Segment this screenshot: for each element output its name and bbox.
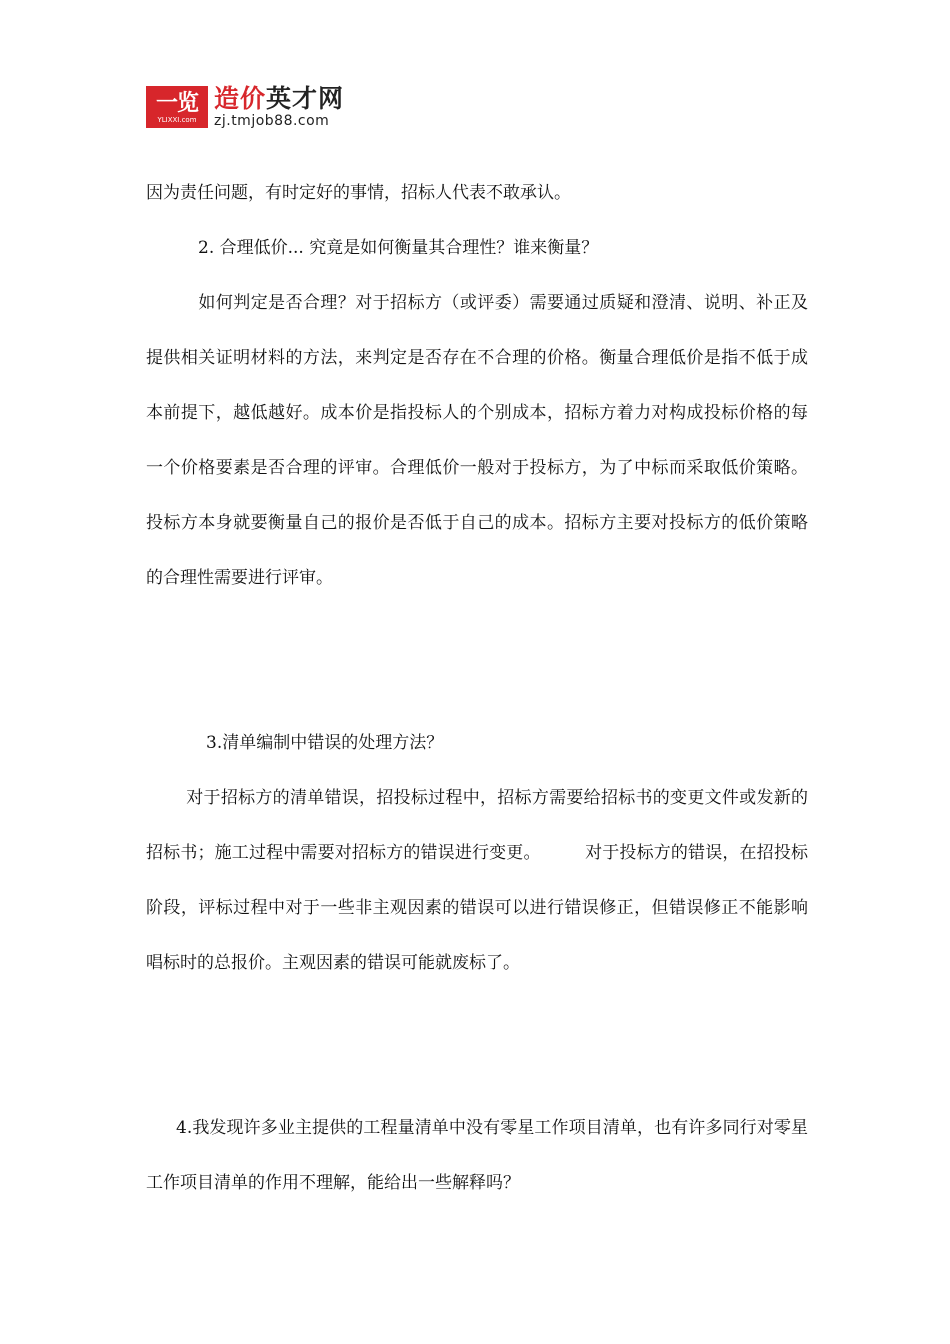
question-4	[146, 1101, 808, 1211]
logo-badge	[146, 86, 208, 128]
answer-2	[146, 276, 808, 606]
paragraph-1: 因为责任问题，有时定好的事情，招标人代表不敢承认。	[146, 183, 571, 203]
logo-text	[214, 85, 344, 129]
logo-badge-subtext: YLIXXI.com	[157, 115, 197, 124]
answer-3	[146, 771, 808, 991]
site-logo	[146, 86, 344, 128]
document-body	[146, 166, 808, 1211]
logo-title-a: 造价	[214, 84, 267, 113]
logo-title-b: 英才网	[266, 84, 345, 113]
question-4-text: 4.我发现许多业主提供的工程量清单中没有零星工作项目清单，也有许多同行对零星工作项目清单的作用不理解，能给出一些解释吗？	[146, 1118, 808, 1193]
question-3: 3.清单编制中错误的处理方法？	[206, 733, 444, 753]
spacer	[146, 606, 808, 716]
spacer	[146, 991, 808, 1101]
answer-3-text: 对于招标方的清单错误，招投标过程中，招标方需要给招标书的变更文件或发新的招标书；施工过程中需要对招标方的错误进行变更。 对于投标方的错误，在招投标阶段，评标过程中对于一些非主观因素的错误可以进行错误修正，但错误修正不能影响唱标时的总报价。主观因素的错误可能就废标了。	[146, 788, 808, 973]
answer-2-text: 如何判定是否合理？对于招标方（或评委）需要通过质疑和澄清、说明、补正及提供相关证明材料的方法，来判定是否存在不合理的价格。衡量合理低价是指不低于成本前提下，越低越好。成本价是指投标人的个别成本，招标方着力对构成投标价格的每一个价格要素是否合理的评审。合理低价一般对于投标方，为了中标而采取低价策略。投标方本身就要衡量自己的报价是否低于自己的成本。招标方主要对投标方的低价策略的合理性需要进行评审。	[146, 293, 808, 588]
logo-url: zj.tmjob88.com	[214, 113, 330, 129]
logo-title	[214, 85, 344, 113]
question-2: 2. 合理低价... 究竟是如何衡量其合理性？谁来衡量？	[198, 238, 599, 258]
logo-badge-text: 一览	[155, 90, 198, 116]
